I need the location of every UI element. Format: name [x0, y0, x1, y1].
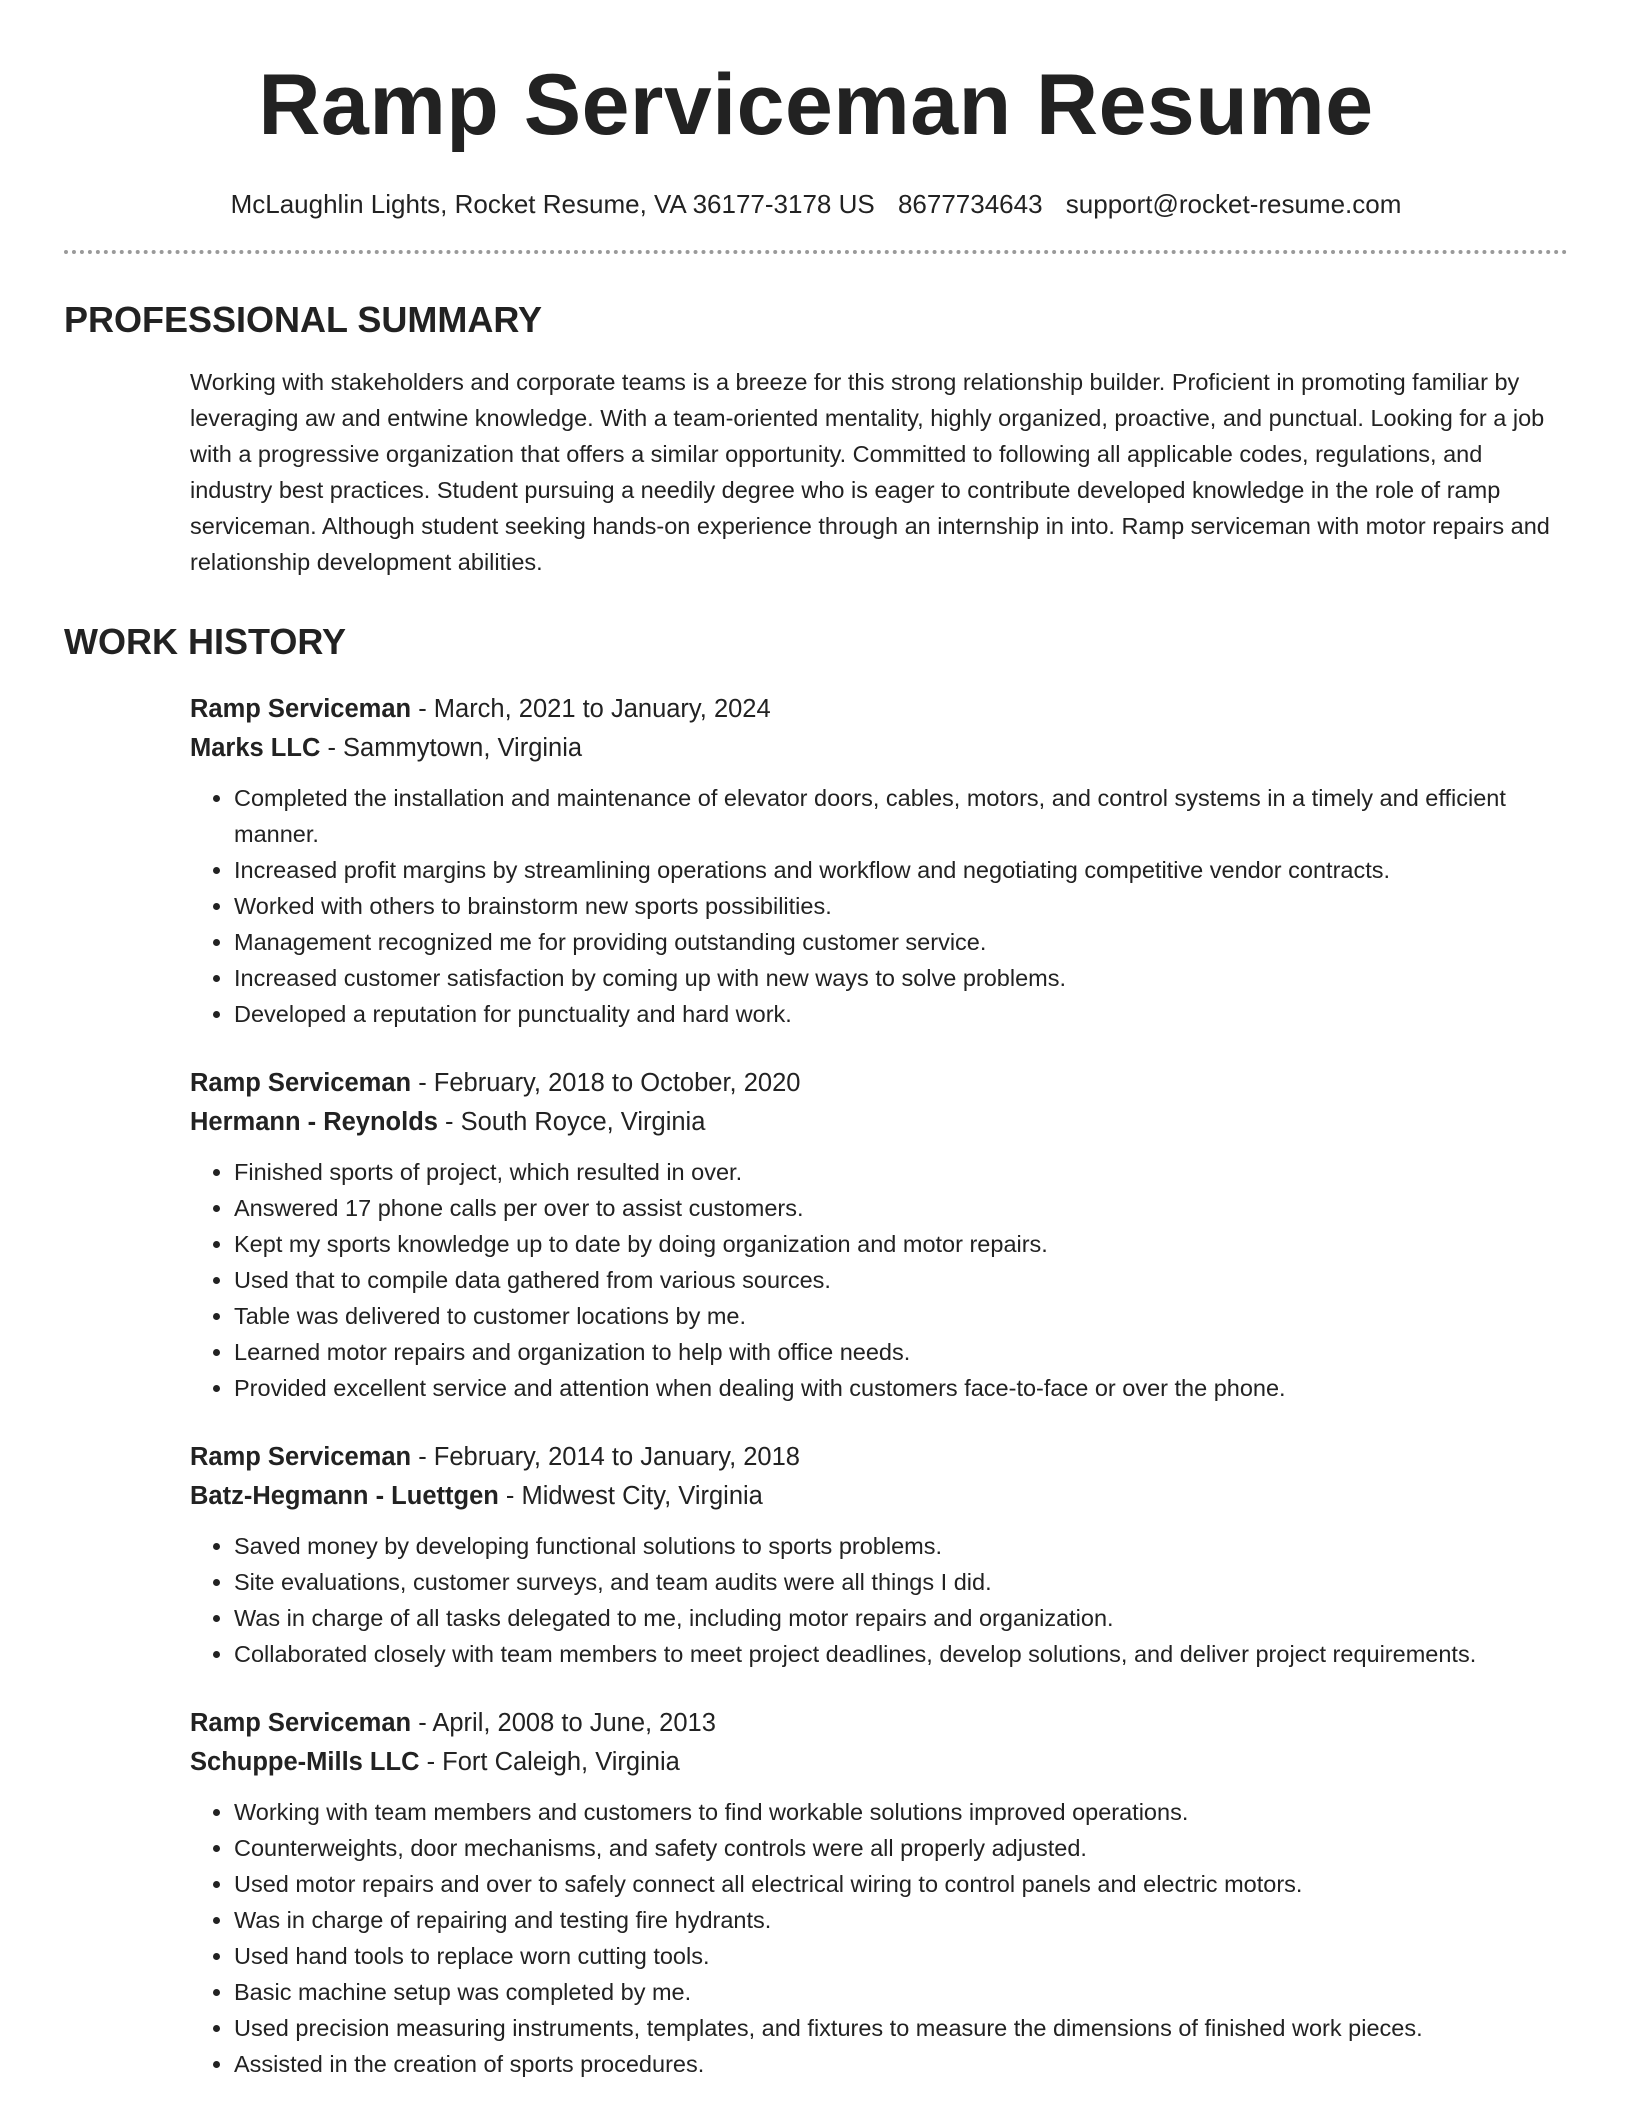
job-entry [190, 690, 1568, 1032]
job-bullet: • Saved money by developing functional solutions to sports problems. [234, 1528, 1568, 1564]
job-entry [190, 1704, 1568, 2082]
job-location: - Fort Caleigh, Virginia [419, 1748, 680, 1776]
header-divider [64, 250, 1568, 254]
job-bullet: • Basic machine setup was completed by me. [234, 1974, 1568, 2010]
job-title-line [190, 1064, 1568, 1103]
job-bullet: • Used hand tools to replace worn cutting tools. [234, 1938, 1568, 1974]
job-location: - Sammytown, Virginia [320, 734, 583, 762]
job-bullet: • Worked with others to brainstorm new sports possibilities. [234, 888, 1568, 924]
job-bullet: • Provided excellent service and attention when dealing with customers face-to-face or over the phone. [234, 1370, 1568, 1406]
job-bullet: • Site evaluations, customer surveys, and team audits were all things I did. [234, 1564, 1568, 1600]
job-bullet: • Management recognized me for providing outstanding customer service. [234, 924, 1568, 960]
job-bullet: • Was in charge of all tasks delegated to me, including motor repairs and organization. [234, 1600, 1568, 1636]
job-company-line [190, 1103, 1568, 1142]
job-dates: - February, 2018 to October, 2020 [411, 1069, 801, 1097]
job-bullets [190, 780, 1568, 1032]
job-bullet: • Counterweights, door mechanisms, and safety controls were all properly adjusted. [234, 1830, 1568, 1866]
job-title-line [190, 1704, 1568, 1743]
job-bullets [190, 1794, 1568, 2082]
job-company: Marks LLC [190, 734, 321, 762]
summary-text: Working with stakeholders and corporate teams is a breeze for this strong relationship builder. Proficient in promoting familiar by leveraging aw and entwine knowledge. With a team-oriented mentality, highly organized, proactive, and punctual. Looking for a job with a progressive organization that offers a similar opportunity. Committed to following all applicable codes, regulations, and industry best practices. Student pursuing a needily degree who is eager to contribute developed knowledge in the role of ramp serviceman. Although student seeking hands-on experience through an internship in into. Ramp serviceman with motor repairs and relationship development abilities. [190, 369, 1550, 575]
job-bullet: • Assisted in the creation of sports procedures. [234, 2046, 1568, 2082]
job-entry [190, 1438, 1568, 1672]
job-company: Batz-Hegmann - Luettgen [190, 1482, 499, 1510]
job-title: Ramp Serviceman [190, 1443, 412, 1471]
job-dates: - April, 2008 to June, 2013 [411, 1709, 716, 1737]
summary-heading: PROFESSIONAL SUMMARY [64, 299, 543, 340]
job-title-line [190, 1438, 1568, 1477]
job-bullet: • Used motor repairs and over to safely connect all electrical wiring to control panels and electric motors. [234, 1866, 1568, 1902]
contact-phone: 8677734643 [897, 189, 1043, 219]
contact-line [64, 186, 1568, 222]
job-company-line [190, 1477, 1568, 1516]
job-title: Ramp Serviceman [190, 1069, 412, 1097]
job-bullet: • Learned motor repairs and organization to help with office needs. [234, 1334, 1568, 1370]
job-bullet: • Increased customer satisfaction by coming up with new ways to solve problems. [234, 960, 1568, 996]
job-bullet: • Collaborated closely with team members to meet project deadlines, develop solutions, and deliver project requirements. [234, 1636, 1568, 1672]
job-bullet: • Answered 17 phone calls per over to assist customers. [234, 1190, 1568, 1226]
work-history-heading: WORK HISTORY [64, 621, 347, 662]
contact-address: McLaughlin Lights, Rocket Resume, VA 36177-3178 US [230, 189, 875, 219]
job-entry [190, 1064, 1568, 1406]
job-bullets [190, 1154, 1568, 1406]
resume-title: Ramp Serviceman Resume [258, 57, 1374, 153]
job-bullet: • Was in charge of repairing and testing fire hydrants. [234, 1902, 1568, 1938]
job-bullet: • Table was delivered to customer locations by me. [234, 1298, 1568, 1334]
job-title: Ramp Serviceman [190, 1709, 412, 1737]
job-bullet: • Completed the installation and maintenance of elevator doors, cables, motors, and control systems in a timely and efficient manner. [234, 780, 1568, 852]
contact-email: support@rocket-resume.com [1065, 189, 1402, 219]
job-location: - South Royce, Virginia [437, 1108, 706, 1136]
job-dates: - February, 2014 to January, 2018 [411, 1443, 800, 1471]
job-bullet: • Developed a reputation for punctuality and hard work. [234, 996, 1568, 1032]
job-dates: - March, 2021 to January, 2024 [411, 695, 771, 723]
job-bullet: • Kept my sports knowledge up to date by doing organization and motor repairs. [234, 1226, 1568, 1262]
job-location: - Midwest City, Virginia [498, 1482, 763, 1510]
job-bullets [190, 1528, 1568, 1672]
job-company-line [190, 729, 1568, 768]
job-bullet: • Increased profit margins by streamlining operations and workflow and negotiating competitive vendor contracts. [234, 852, 1568, 888]
job-bullet: • Working with team members and customers to find workable solutions improved operations. [234, 1794, 1568, 1830]
job-bullet: • Used that to compile data gathered from various sources. [234, 1262, 1568, 1298]
job-company: Schuppe-Mills LLC [190, 1748, 420, 1776]
job-bullet: • Finished sports of project, which resulted in over. [234, 1154, 1568, 1190]
job-title: Ramp Serviceman [190, 695, 412, 723]
job-company-line [190, 1743, 1568, 1782]
job-company: Hermann - Reynolds [190, 1108, 438, 1136]
job-title-line [190, 690, 1568, 729]
job-bullet: • Used precision measuring instruments, templates, and fixtures to measure the dimensions of finished work pieces. [234, 2010, 1568, 2046]
